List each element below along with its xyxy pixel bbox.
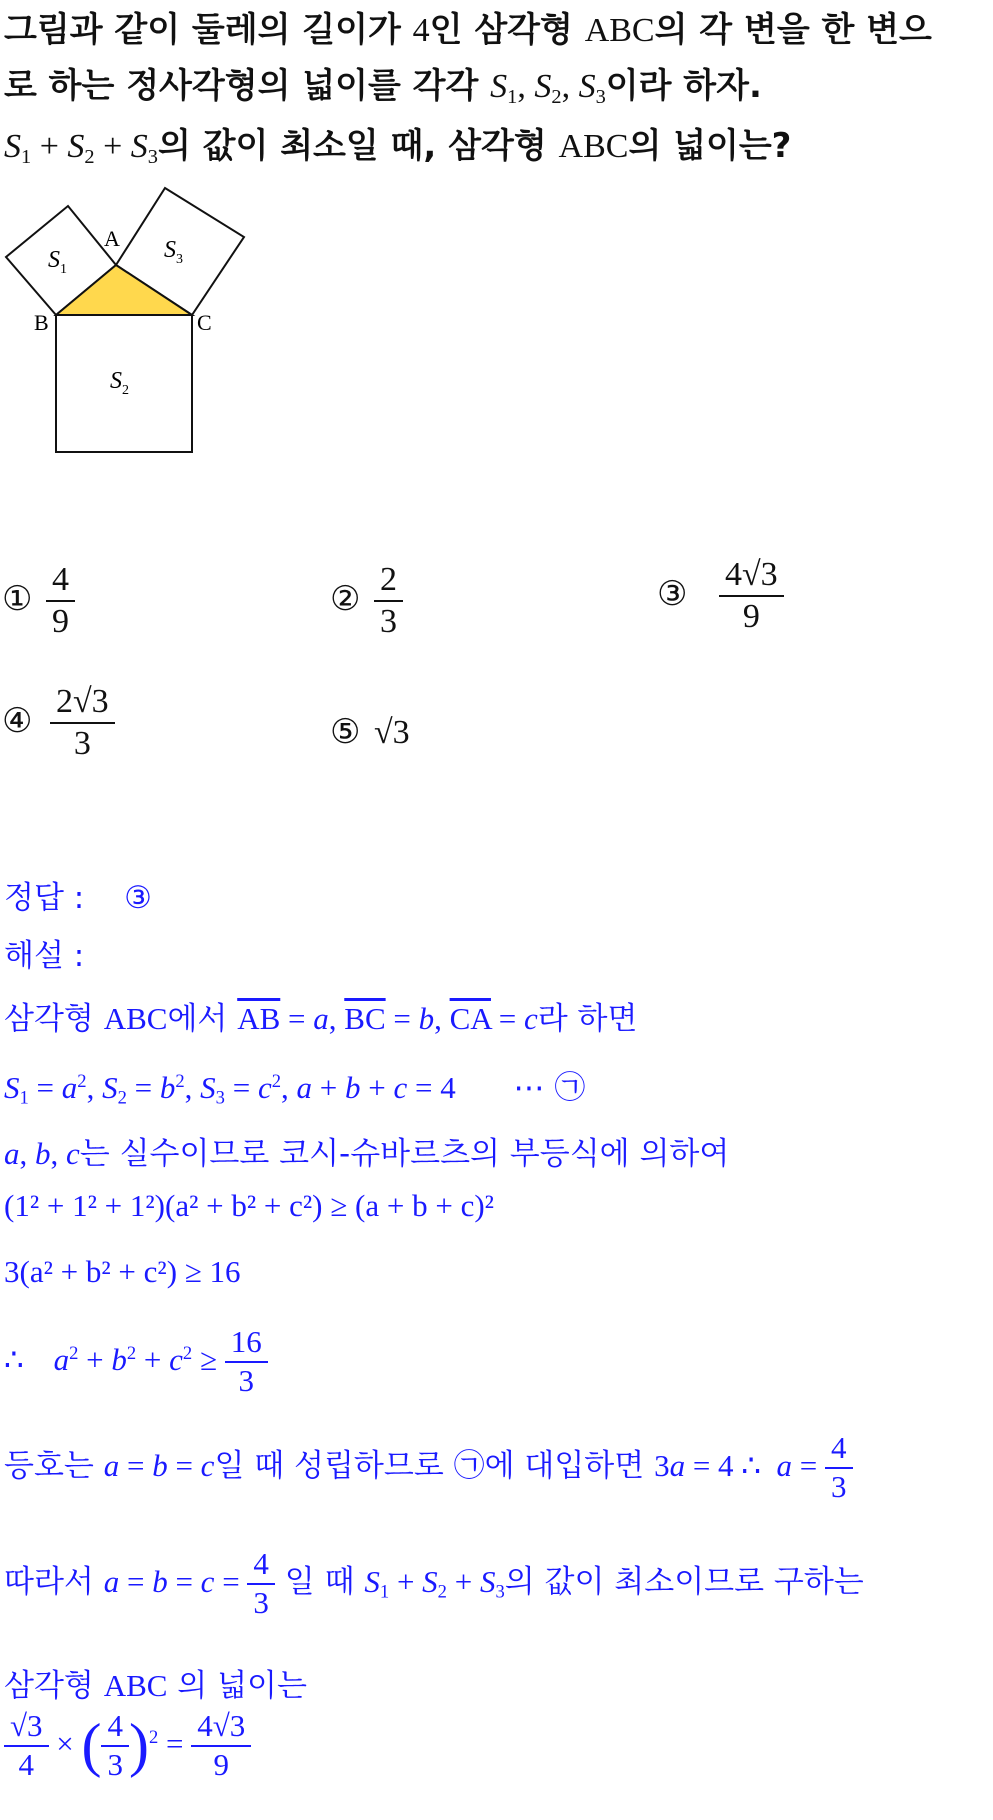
solution-text: 삼각형 xyxy=(4,1001,104,1037)
fraction-16-3: $\frac{16}{3}$ xyxy=(225,1326,268,1397)
solution-line-6: ∴ $a^2 + b^2 + c^2$ ≥ $\frac{16}{3}$ xyxy=(4,1326,268,1397)
perimeter-value: 4 xyxy=(412,12,430,49)
solution-text: 삼각형 xyxy=(4,1668,104,1704)
label-s1: $S_1$ xyxy=(48,247,67,277)
solution-text: 의 값이 최소이므로 구하는 xyxy=(504,1564,864,1601)
explain-label: 해설 : xyxy=(4,938,85,974)
solution-text: 는 실수이므로 코시-슈바르츠의 부등식에 의하여 xyxy=(79,1136,730,1172)
sum-expression: $S_1 + S_2 + S_3$ xyxy=(4,128,158,169)
solution-text: 의 넓이는 xyxy=(167,1668,307,1704)
s1-symbol: $S_1$ xyxy=(490,68,518,109)
choice-mark: ③ xyxy=(657,574,688,615)
choice-fraction: $\frac{4√3}{9}$ xyxy=(719,557,784,634)
choice-mark: ⑤ xyxy=(330,712,361,752)
fraction-final: $\frac{4√3}{9}$ xyxy=(191,1710,251,1781)
choice-2[interactable] xyxy=(330,562,403,639)
s2-symbol: $S_2$ xyxy=(534,68,562,109)
solution-line-8: 따라서 a = b = c = $\frac{4}{3}$ 일 때 $S_1 + S_2 + S_3$의 값이 최소이므로 구하는 xyxy=(4,1546,864,1620)
question-text: 로 하는 정사각형의 넓이를 각각 xyxy=(4,66,491,106)
choice-mark: ④ xyxy=(2,701,33,742)
side-definitions: $\overline{AB} = a$, $\overline{BC} = b$, $\overline{CA} = c$ xyxy=(237,1001,538,1036)
solution-line-5: 3(a² + b² + c²) ≥ 16 xyxy=(4,1254,241,1289)
solution-line-7: 등호는 a = b = c일 때 성립하므로 ㉠에 대입하면 3a = 4 ∴ a = $\frac{4}{3}$ xyxy=(4,1432,853,1503)
solution-line-3: a, b, c는 실수이므로 코시-슈바르츠의 부등식에 의하여 xyxy=(4,1136,730,1172)
choice-value: √3 xyxy=(374,714,410,751)
triangle-name: ABC xyxy=(584,12,655,49)
choice-mark: ① xyxy=(2,579,33,620)
solution-line-9 xyxy=(4,1660,307,1705)
equation-marker: ⋯ ㉠ xyxy=(513,1070,586,1106)
solution-line-4: (1² + 1² + 1²)(a² + b² + c²) ≥ (a + b + c)² xyxy=(4,1188,494,1223)
answer-value: ③ xyxy=(124,880,152,916)
solution-text: 등호는 xyxy=(4,1448,104,1485)
fraction-4-3: $\frac{4}{3}$ xyxy=(825,1432,853,1503)
choice-mark: ② xyxy=(330,579,361,620)
choice-4[interactable] xyxy=(2,684,115,761)
label-b: B xyxy=(34,310,49,335)
question-line-2: 로 하는 정사각형의 넓이를 각각 $S_1$, $S_2$, $S_3$이라 하자. xyxy=(4,66,762,109)
choice-fraction: $\frac{4}{9}$ xyxy=(46,562,75,639)
solution-line-2: $S_1 = a^2$, $S_2 = b^2$, $S_3 = c^2$, a + b + c = 4 ⋯ ㉠ xyxy=(4,1070,586,1109)
label-s2: $S_2$ xyxy=(110,368,129,398)
solution-line-1 xyxy=(4,993,637,1038)
s3-symbol: $S_3$ xyxy=(578,68,606,109)
label-s3: $S_3$ xyxy=(164,237,183,267)
triangle-squares-figure xyxy=(0,180,260,470)
triangle-name: ABC xyxy=(103,1001,168,1036)
solution-final: $\frac{√3}{4}$ × ( $\frac{4}{3}$ )$^2$ = $\frac{4√3}{9}$ xyxy=(4,1710,251,1781)
answer-label: 정답 : xyxy=(4,880,85,916)
therefore-symbol: ∴ xyxy=(4,1342,24,1378)
question-text: 의 값이 최소일 때, 삼각형 xyxy=(157,126,559,166)
question-text: 의 넓이는? xyxy=(628,126,792,166)
fraction-4-3: $\frac{4}{3}$ xyxy=(101,1710,129,1781)
solution-text: 일 때 성립하므로 ㉠에 대입하면 xyxy=(214,1448,655,1485)
triangle-name: ABC xyxy=(103,1668,168,1703)
solution-text: 일 때 xyxy=(274,1564,365,1601)
solution-text: 에서 xyxy=(167,1001,238,1037)
question-text: 의 각 변을 한 변으 xyxy=(654,10,932,50)
choice-5[interactable] xyxy=(330,712,410,752)
question-text: 이라 하자. xyxy=(605,66,762,106)
choice-1[interactable] xyxy=(2,562,75,639)
question-text: 인 삼각형 xyxy=(429,10,585,50)
triangle-name: ABC xyxy=(558,128,629,165)
choice-fraction: $\frac{2}{3}$ xyxy=(374,562,403,639)
label-c: C xyxy=(197,310,212,335)
question-line-3 xyxy=(4,118,791,169)
fraction-root3-4: $\frac{√3}{4}$ xyxy=(4,1710,49,1781)
question-text: 그림과 같이 둘레의 길이가 xyxy=(4,10,413,50)
choice-fraction: $\frac{2√3}{3}$ xyxy=(50,684,115,761)
choice-3[interactable] xyxy=(657,557,784,634)
solution-text: 라 하면 xyxy=(537,1001,638,1037)
solution-text: 따라서 xyxy=(4,1564,104,1601)
fraction-4-3: $\frac{4}{3}$ xyxy=(247,1548,275,1619)
label-a: A xyxy=(104,226,120,251)
question-line-1 xyxy=(4,2,932,51)
answer-line xyxy=(4,872,152,917)
